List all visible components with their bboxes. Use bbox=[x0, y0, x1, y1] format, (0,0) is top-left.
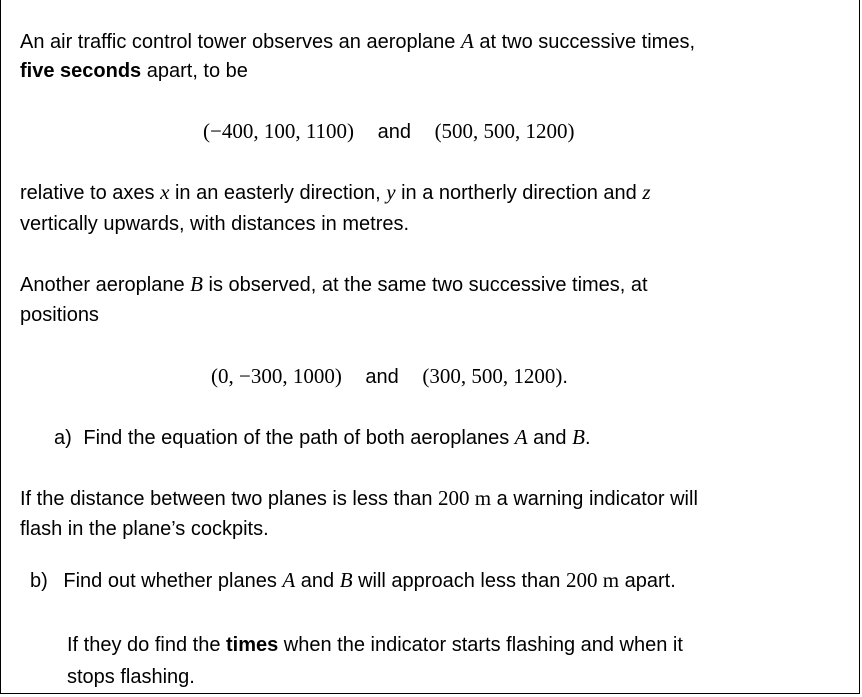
five-seconds-bold: five seconds bbox=[20, 60, 142, 82]
warning-line-2: flash in the plane’s cockpits. bbox=[20, 518, 269, 540]
part-a-text: Find the equation of the path of both aeroplanes bbox=[83, 427, 515, 449]
plane-b-symbol: B bbox=[339, 568, 353, 592]
part-a-text: and bbox=[527, 427, 573, 449]
part-a-label: a) bbox=[54, 427, 72, 449]
and-word: and bbox=[365, 366, 399, 388]
distance-value: 200 m bbox=[565, 568, 620, 592]
part-b-text: apart. bbox=[619, 570, 676, 592]
plane-b-symbol: B bbox=[190, 272, 203, 296]
period: . bbox=[562, 366, 568, 388]
intro-text: apart, to be bbox=[141, 60, 248, 82]
plane-b-symbol: B bbox=[572, 425, 585, 449]
second-text: is observed, at the same two successive times, at bbox=[202, 274, 648, 296]
warning-text: a warning indicator will bbox=[491, 488, 698, 510]
axes-line-1 bbox=[20, 180, 651, 205]
part-a bbox=[54, 425, 591, 450]
x-symbol: x bbox=[160, 180, 170, 204]
intro-text: An air traffic control tower observes an aeroplane bbox=[20, 31, 461, 53]
axes-text: in an easterly direction, bbox=[169, 182, 387, 204]
distance-value: 200 m bbox=[438, 486, 492, 510]
part-b bbox=[30, 568, 676, 593]
axes-line-2: vertically upwards, with distances in metres. bbox=[20, 213, 410, 235]
positions-b bbox=[211, 364, 568, 389]
part-b-text: and bbox=[295, 570, 340, 592]
period: . bbox=[584, 427, 591, 449]
y-symbol: y bbox=[386, 180, 396, 204]
plane-a-symbol: A bbox=[514, 425, 528, 449]
intro-line-2 bbox=[20, 59, 248, 83]
second-line-1 bbox=[20, 272, 648, 297]
times-bold: times bbox=[226, 634, 279, 656]
part-b-text: will approach less than bbox=[352, 570, 566, 592]
intro-line-1 bbox=[20, 29, 695, 54]
warning-text: If the distance between two planes is less than bbox=[20, 488, 439, 510]
axes-text: in a northerly direction and bbox=[395, 182, 643, 204]
part-b-follow-2: stops flashing. bbox=[67, 666, 195, 688]
position-a2: (500, 500, 1200) bbox=[434, 119, 575, 143]
warning-line-1 bbox=[20, 486, 698, 511]
and-word: and bbox=[377, 121, 411, 143]
part-b-follow-1 bbox=[67, 633, 683, 657]
plane-a-symbol: A bbox=[282, 568, 296, 592]
follow-text: when the indicator starts flashing and when it bbox=[278, 634, 683, 656]
part-b-label: b) bbox=[30, 570, 48, 592]
part-b-text: Find out whether planes bbox=[63, 570, 283, 592]
position-a1: (−400, 100, 1100) bbox=[203, 119, 355, 143]
position-b2: (300, 500, 1200) bbox=[422, 364, 563, 388]
z-symbol: z bbox=[642, 180, 651, 204]
follow-text: If they do find the bbox=[67, 634, 226, 656]
positions-a bbox=[203, 119, 575, 144]
axes-text: relative to axes bbox=[20, 182, 161, 204]
second-text: Another aeroplane bbox=[20, 274, 191, 296]
position-b1: (0, −300, 1000) bbox=[211, 364, 342, 388]
intro-text: at two successive times, bbox=[473, 31, 695, 53]
plane-a-symbol: A bbox=[460, 29, 474, 53]
second-line-2: positions bbox=[20, 304, 99, 326]
